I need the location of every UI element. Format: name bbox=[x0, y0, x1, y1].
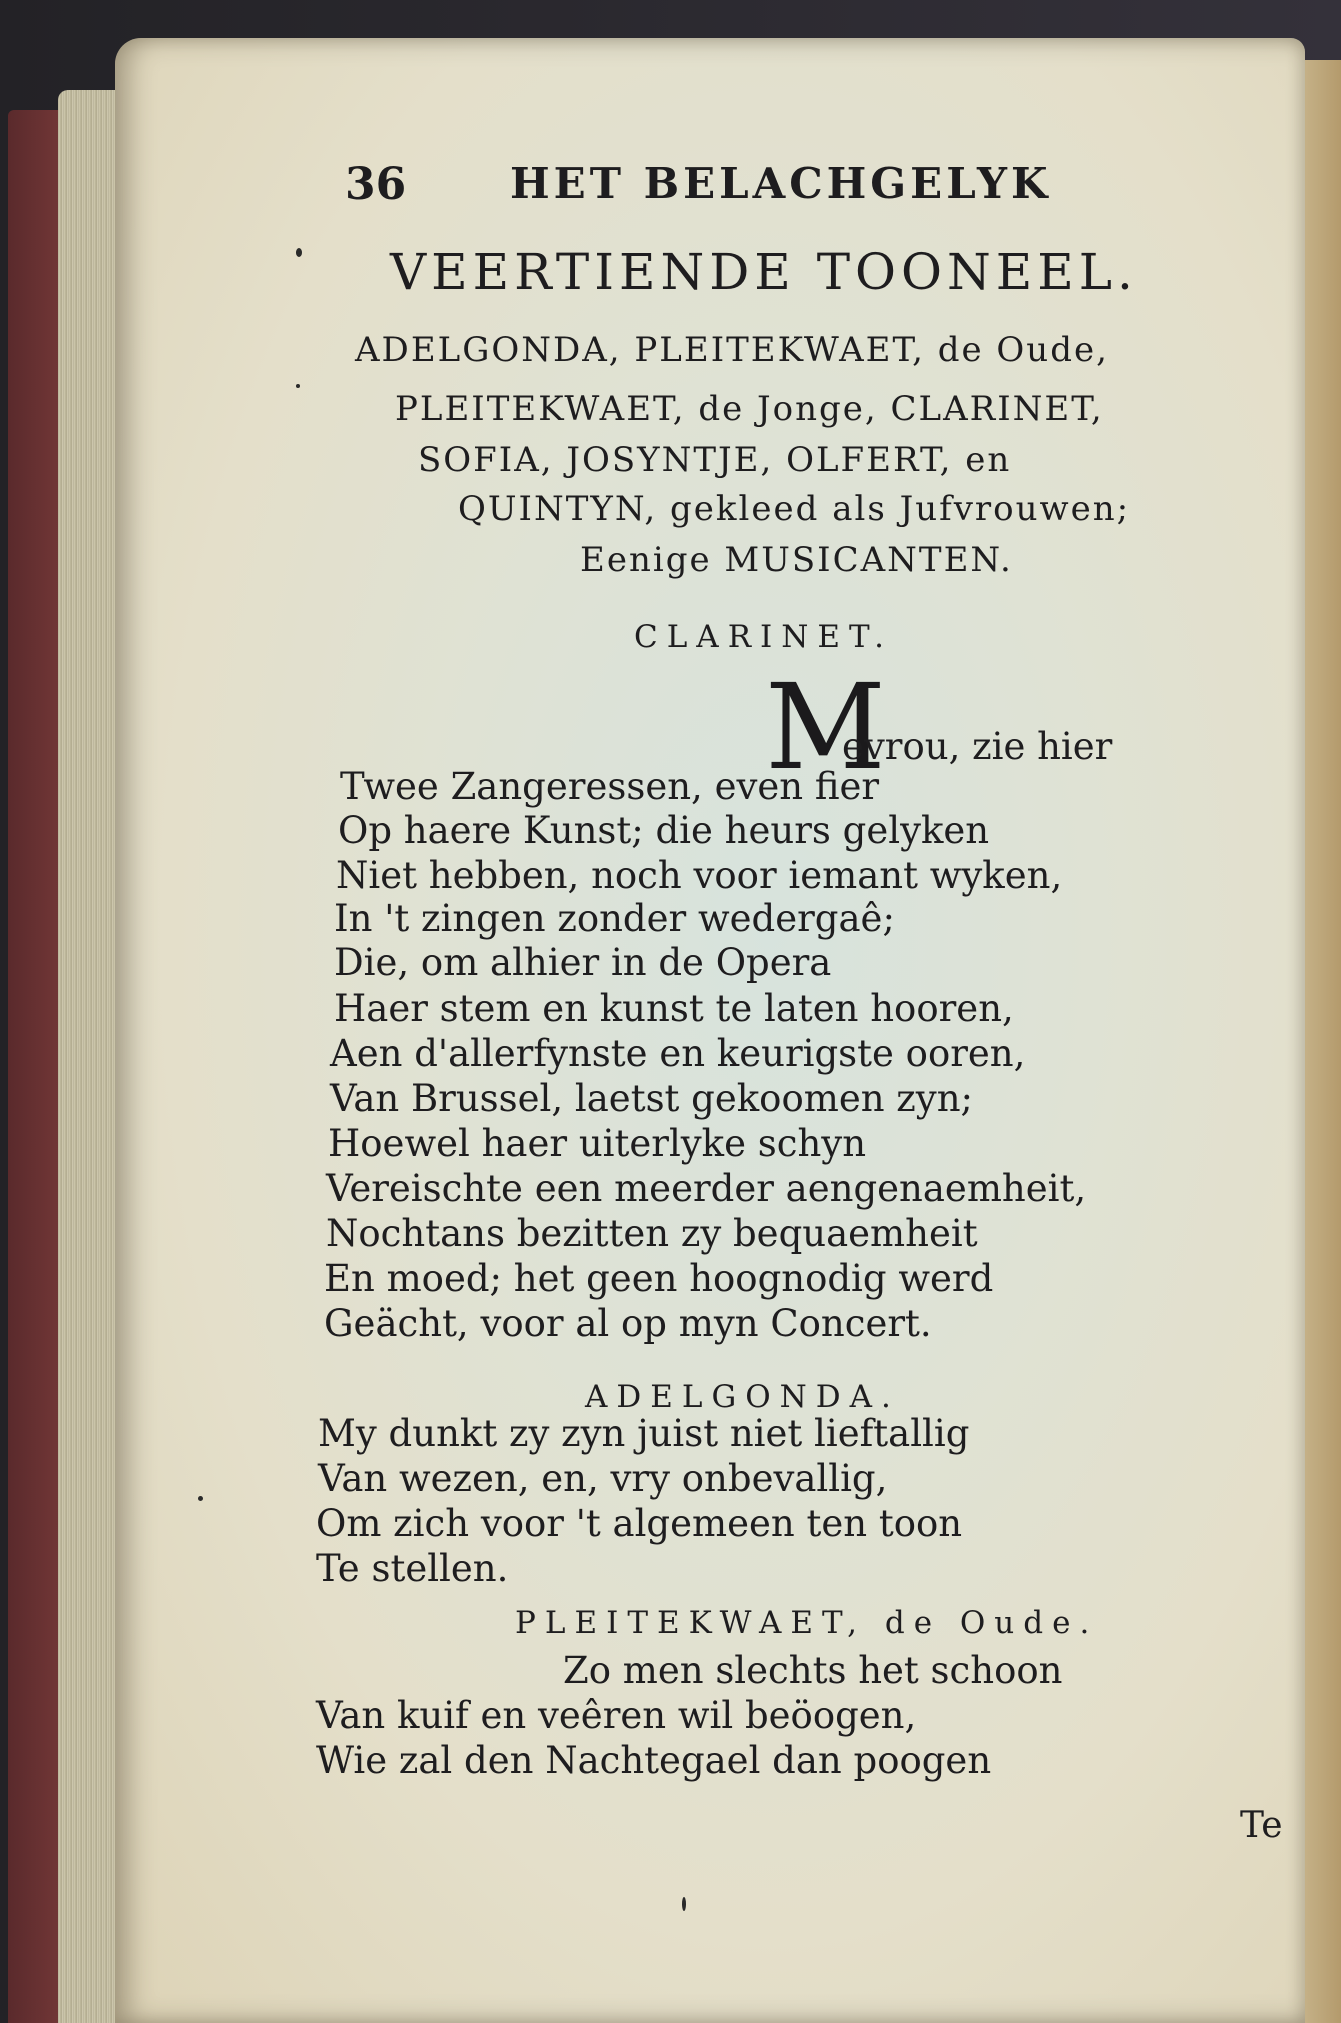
verse-line: Nochtans bezitten zy bequaemheit bbox=[326, 1212, 978, 1255]
verse-line: Haer stem en kunst te laten hooren, bbox=[334, 987, 1014, 1030]
scene-title: VEERTIENDE TOONEEL. bbox=[390, 243, 1138, 301]
verse-line: Niet hebben, noch voor iemant wyken, bbox=[336, 854, 1063, 897]
verse-line: Die, om alhier in de Opera bbox=[334, 941, 832, 984]
verse-line: In 't zingen zonder wedergaê; bbox=[334, 897, 895, 940]
cast-line: QUINTYN, gekleed als Jufvrouwen; bbox=[458, 489, 1131, 529]
drop-capital: M bbox=[765, 658, 886, 796]
verse-line: Van wezen, en, vry onbevallig, bbox=[318, 1457, 888, 1500]
speaker-name: PLEITEKWAET, de Oude. bbox=[515, 1605, 1099, 1641]
verse-line: Te stellen. bbox=[316, 1547, 509, 1590]
verse-line: Vereischte een meerder aengenaemheit, bbox=[326, 1167, 1087, 1210]
verse-line: Van kuif en veêren wil beöogen, bbox=[316, 1694, 917, 1737]
verse-line: Op haere Kunst; die heurs gelyken bbox=[338, 809, 990, 852]
cast-line: PLEITEKWAET, de Jonge, CLARINET, bbox=[395, 389, 1104, 429]
verse-line: Om zich voor 't algemeen ten toon bbox=[316, 1502, 963, 1545]
verse-line: Zo men slechts het schoon bbox=[563, 1649, 1063, 1692]
ink-fleck bbox=[682, 1897, 686, 1911]
cast-line: Eenige MUSICANTEN. bbox=[580, 540, 1013, 580]
page-number: 36 bbox=[345, 159, 407, 210]
ink-fleck bbox=[296, 248, 302, 257]
verse-line: Geächt, voor al op myn Concert. bbox=[324, 1302, 932, 1345]
speaker-name: ADELGONDA. bbox=[585, 1379, 900, 1415]
verse-line: Van Brussel, laetst gekoomen zyn; bbox=[330, 1077, 974, 1120]
speaker-name: CLARINET. bbox=[634, 619, 894, 655]
verse-line: En moed; het geen hoognodig werd bbox=[324, 1257, 994, 1300]
catchword: Te bbox=[1240, 1805, 1283, 1846]
verse-line: Aen d'allerfynste en keurigste ooren, bbox=[330, 1032, 1026, 1075]
verse-line: Hoewel haer uiterlyke schyn bbox=[328, 1122, 867, 1165]
verse-line: My dunkt zy zyn juist niet lieftallig bbox=[318, 1412, 970, 1455]
running-title: HET BELACHGELYK bbox=[510, 159, 1052, 208]
verse-line: evrou, zie hier bbox=[842, 725, 1113, 768]
ink-fleck bbox=[296, 384, 300, 388]
cast-line: SOFIA, JOSYNTJE, OLFERT, en bbox=[418, 440, 1012, 480]
verse-line: Twee Zangeressen, even fier bbox=[340, 765, 880, 808]
verse-line: Wie zal den Nachtegael dan poogen bbox=[316, 1739, 992, 1782]
cast-line: ADELGONDA, PLEITEKWAET, de Oude, bbox=[355, 330, 1109, 370]
ink-fleck bbox=[198, 1496, 203, 1501]
